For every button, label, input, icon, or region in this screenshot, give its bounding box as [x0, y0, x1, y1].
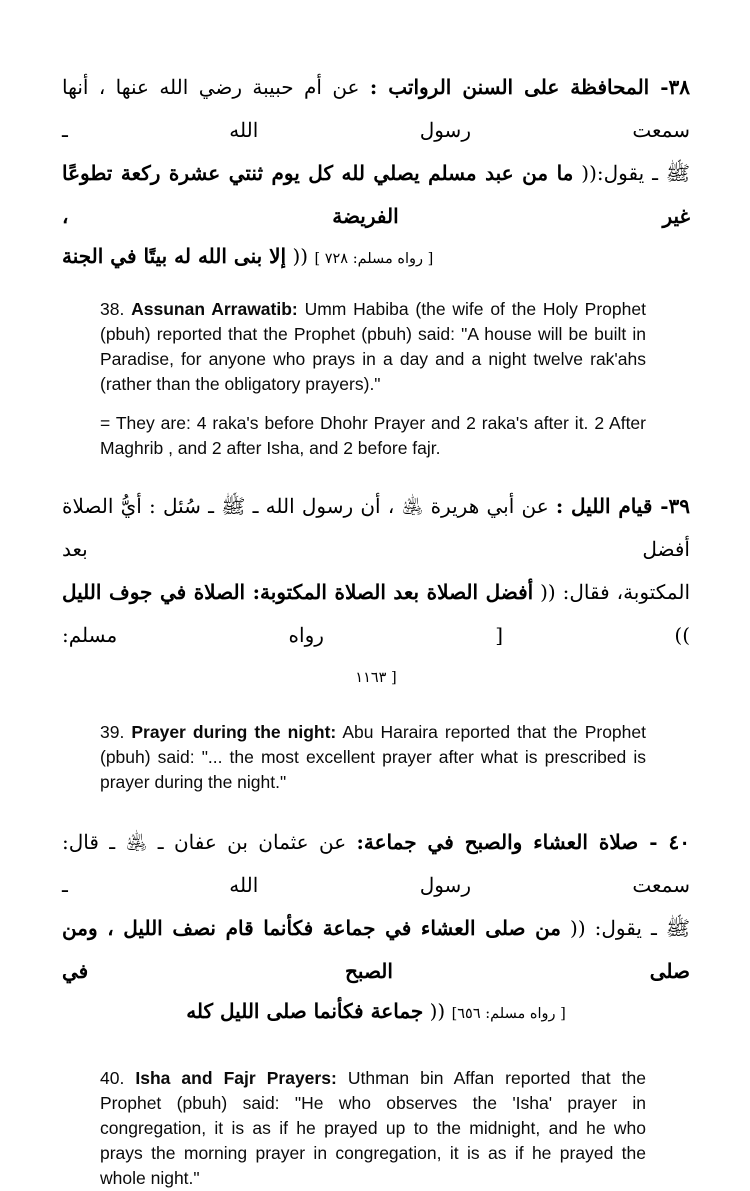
arabic-hadith-40	[62, 821, 690, 1032]
arabic-40-citation: [ رواه مسلم: ٦٥٦]	[451, 1006, 566, 1022]
arabic-40-line3	[62, 993, 690, 1032]
english-38-paragraph	[100, 297, 646, 397]
arabic-hadith-39	[62, 485, 690, 696]
arabic-39-line3	[62, 657, 690, 696]
arabic-38-line2	[62, 152, 690, 238]
english-39-paragraph	[100, 720, 646, 795]
arabic-38-prophet-symbol: ﷺ ـ يقول:((	[573, 161, 690, 185]
arabic-40-narration: عن عثمان بن عفان ـ ﵁ ـ قال: سمعت رسول الله ـ	[62, 830, 690, 897]
arabic-38-title: ٣٨- المحافظة على السنن الرواتب :	[369, 75, 690, 99]
english-hadith-39	[100, 720, 646, 795]
arabic-40-close-paren: ))	[429, 999, 446, 1023]
arabic-39-line2	[62, 571, 690, 657]
english-40-title: Isha and Fajr Prayers:	[135, 1068, 337, 1088]
english-39-body: Abu Haraira reported that the Prophet (pbuh) said: "... the most excellent prayer after what is prescribed is prayer during the night."	[100, 722, 646, 792]
english-40-paragraph	[100, 1066, 646, 1191]
arabic-40-quote-end: جماعة فكأنما صلى الليل كله	[186, 999, 424, 1023]
arabic-38-narration: عن أم حبيبة رضي الله عنها ، أنها سمعت رسول الله ـ	[62, 75, 690, 142]
arabic-38-quote-end: إلا بنى الله له بيتًا في الجنة	[62, 244, 287, 268]
arabic-40-title: ٤٠ - صلاة العشاء والصبح في جماعة:	[356, 830, 690, 854]
arabic-39-title: ٣٩- قيام الليل :	[555, 494, 690, 518]
arabic-39-post: )) [ رواه مسلم:	[62, 623, 690, 647]
arabic-38-close-paren: ))	[292, 244, 309, 268]
english-38-body: Umm Habiba (the wife of the Holy Prophet (pbuh) reported that the Prophet (pbuh) said: "A house will be built in Paradise, for anyone who prays in a day and a night twelve rak'ahs (rather than the obligatory prayers)."	[100, 299, 646, 394]
english-40-body: Uthman bin Affan reported that the Prophet (pbuh) said: "He who observes the 'Isha' prayer in congregation, it is as if he prayed up to the midnight, and he who prays the morning prayer in congregation, it is as if he prayed the whole night."	[100, 1068, 646, 1188]
arabic-38-line3	[62, 238, 690, 277]
arabic-39-quote: أفضل الصلاة بعد الصلاة المكتوبة: الصلاة في جوف الليل	[62, 580, 534, 604]
arabic-40-line1	[62, 821, 690, 907]
arabic-39-citation: ١١٦٣ ]	[355, 670, 397, 686]
arabic-39-line1	[62, 485, 690, 571]
english-hadith-40	[100, 1066, 646, 1191]
arabic-39-pre: المكتوبة، فقال: ((	[533, 580, 690, 604]
english-38-note: = They are: 4 raka's before Dhohr Prayer and 2 raka's after it. 2 After Maghrib , and 2 after Isha, and 2 before fajr.	[100, 413, 646, 458]
arabic-40-line2	[62, 907, 690, 993]
english-38-note-block	[100, 411, 646, 461]
arabic-hadith-38	[62, 66, 690, 277]
arabic-38-quote: ما من عبد مسلم يصلي لله كل يوم ثنتي عشرة ركعة تطوعًا غير الفريضة ،	[62, 161, 690, 228]
arabic-38-line1	[62, 66, 690, 152]
arabic-40-quote: من صلى العشاء في جماعة فكأنما قام نصف الليل ، ومن صلى الصبح في	[62, 916, 690, 983]
arabic-40-prophet-symbol: ﷺ ـ يقول: ((	[561, 916, 690, 940]
english-39-number: 39.	[100, 722, 125, 742]
english-38-number: 38.	[100, 299, 125, 319]
english-39-title: Prayer during the night:	[131, 722, 337, 742]
english-38-title: Assunan Arrawatib:	[131, 299, 298, 319]
english-hadith-38	[100, 297, 646, 397]
arabic-39-narration: عن أبي هريرة ﵁ ، أن رسول الله ـ ﷺ ـ سُئل : أيُّ الصلاة أفضل بعد	[62, 494, 690, 561]
english-40-number: 40.	[100, 1068, 125, 1088]
arabic-38-citation: [ رواه مسلم: ٧٢٨ ]	[314, 251, 434, 267]
